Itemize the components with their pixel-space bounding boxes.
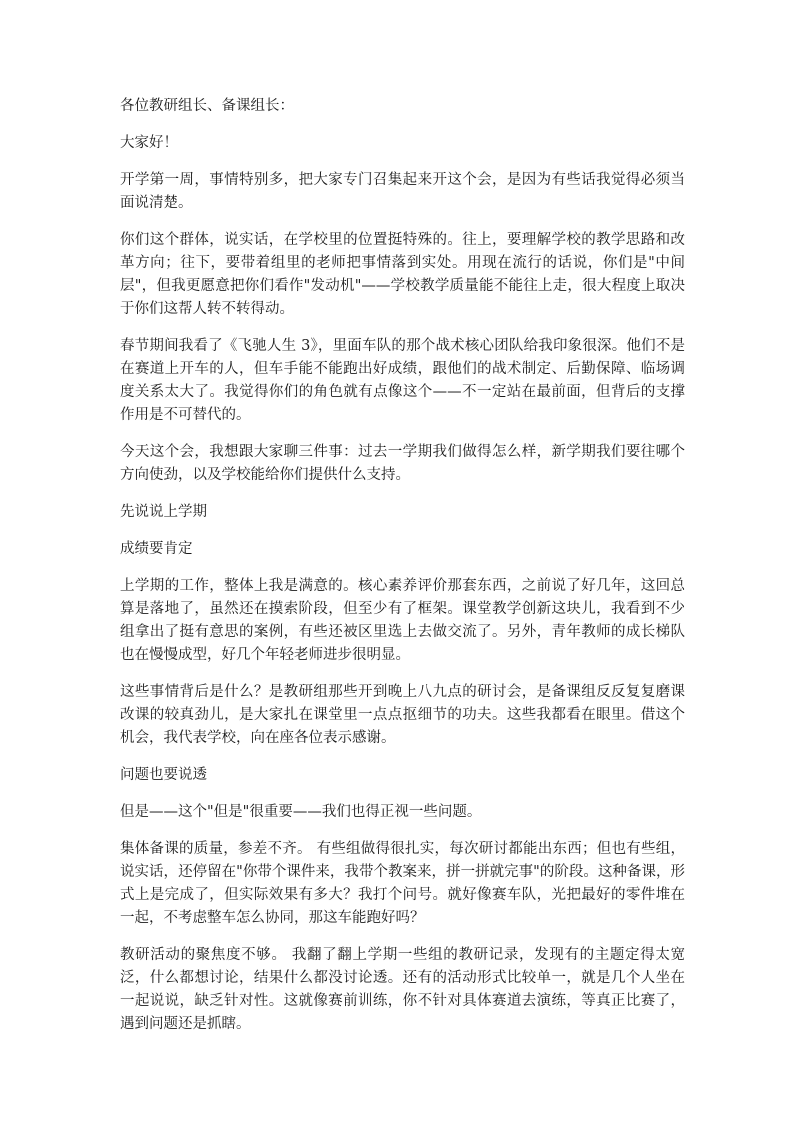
paragraph-research-focus: 教研活动的聚焦度不够。 我翻了翻上学期一些组的教研记录，发现有的主题定得太宽泛，什么都想讨论，结果什么都没讨论透。还有的活动形式比较单一，就是几个人坐在一起说说，缺乏针对性。这就像赛前训练，你不针对具体赛道去演练，等真正比赛了，遇到问题还是抓瞎。 bbox=[120, 947, 685, 1032]
paragraph-movie: 春节期间我看了《飞驰人生 3》，里面车队的那个战术核心团队给我印象很深。他们不是在赛道上开车的人，但车手能不能跑出好成绩，跟他们的战术制定、后勤保障、临场调度关系太大了。我觉得你们的角色就有点像这个——不一定站在最前面，但背后的支撑作用是不可替代的。 bbox=[120, 338, 685, 423]
document-page bbox=[120, 95, 685, 1050]
paragraph-role: 你们这个群体，说实话，在学校里的位置挺特殊的。往上，要理解学校的教学思路和改革方向；往下，要带着组里的老师把事情落到实处。用现在流行的话说，你们是"中间层"，但我更愿意把你们看作"发动机"——学校教学质量能不能往上走，很大程度上取决于你们这帮人转不转得动。 bbox=[120, 232, 685, 317]
paragraph-thanks: 这些事情背后是什么？是教研组那些开到晚上八九点的研讨会，是备课组反反复复磨课改课的较真劲儿，是大家扎在课堂里一点点抠细节的功夫。这些我都看在眼里。借这个机会，我代表学校，向在座各位表示感谢。 bbox=[120, 684, 685, 746]
greeting: 大家好！ bbox=[120, 135, 178, 151]
paragraph-achievements: 上学期的工作，整体上我是满意的。核心素养评价那套东西，之前说了好几年，这回总算是落地了，虽然还在摸索阶段，但至少有了框架。课堂教学创新这块儿，我看到不少组拿出了挺有意思的案例，有些还被区里选上去做交流了。另外，青年教师的成长梯队也在慢慢成型，好几个年轻老师进步很明显。 bbox=[120, 578, 685, 663]
salutation: 各位教研组长、备课组长： bbox=[120, 98, 294, 114]
subheading-problems: 问题也要说透 bbox=[120, 767, 207, 783]
section-heading-last-semester: 先说说上学期 bbox=[120, 504, 207, 520]
paragraph-but: 但是——这个"但是"很重要——我们也得正视一些问题。 bbox=[120, 804, 482, 820]
paragraph-intro: 开学第一周，事情特别多，把大家专门召集起来开这个会，是因为有些话我觉得必须当面说清楚。 bbox=[120, 172, 685, 211]
subheading-achievements: 成绩要肯定 bbox=[120, 541, 193, 557]
paragraph-lesson-prep: 集体备课的质量，参差不齐。 有些组做得很扎实，每次研讨都能出东西；但也有些组，说实话，还停留在"你带个课件来，我带个教案来，拼一拼就完事"的阶段。这种备课，形式上是完成了，但实际效果有多大？我打个问号。就好像赛车队，光把最好的零件堆在一起，不考虑整车怎么协同，那这车能跑好吗？ bbox=[120, 841, 685, 926]
paragraph-agenda: 今天这个会，我想跟大家聊三件事：过去一学期我们做得怎么样，新学期我们要往哪个方向使劲，以及学校能给你们提供什么支持。 bbox=[120, 444, 685, 483]
